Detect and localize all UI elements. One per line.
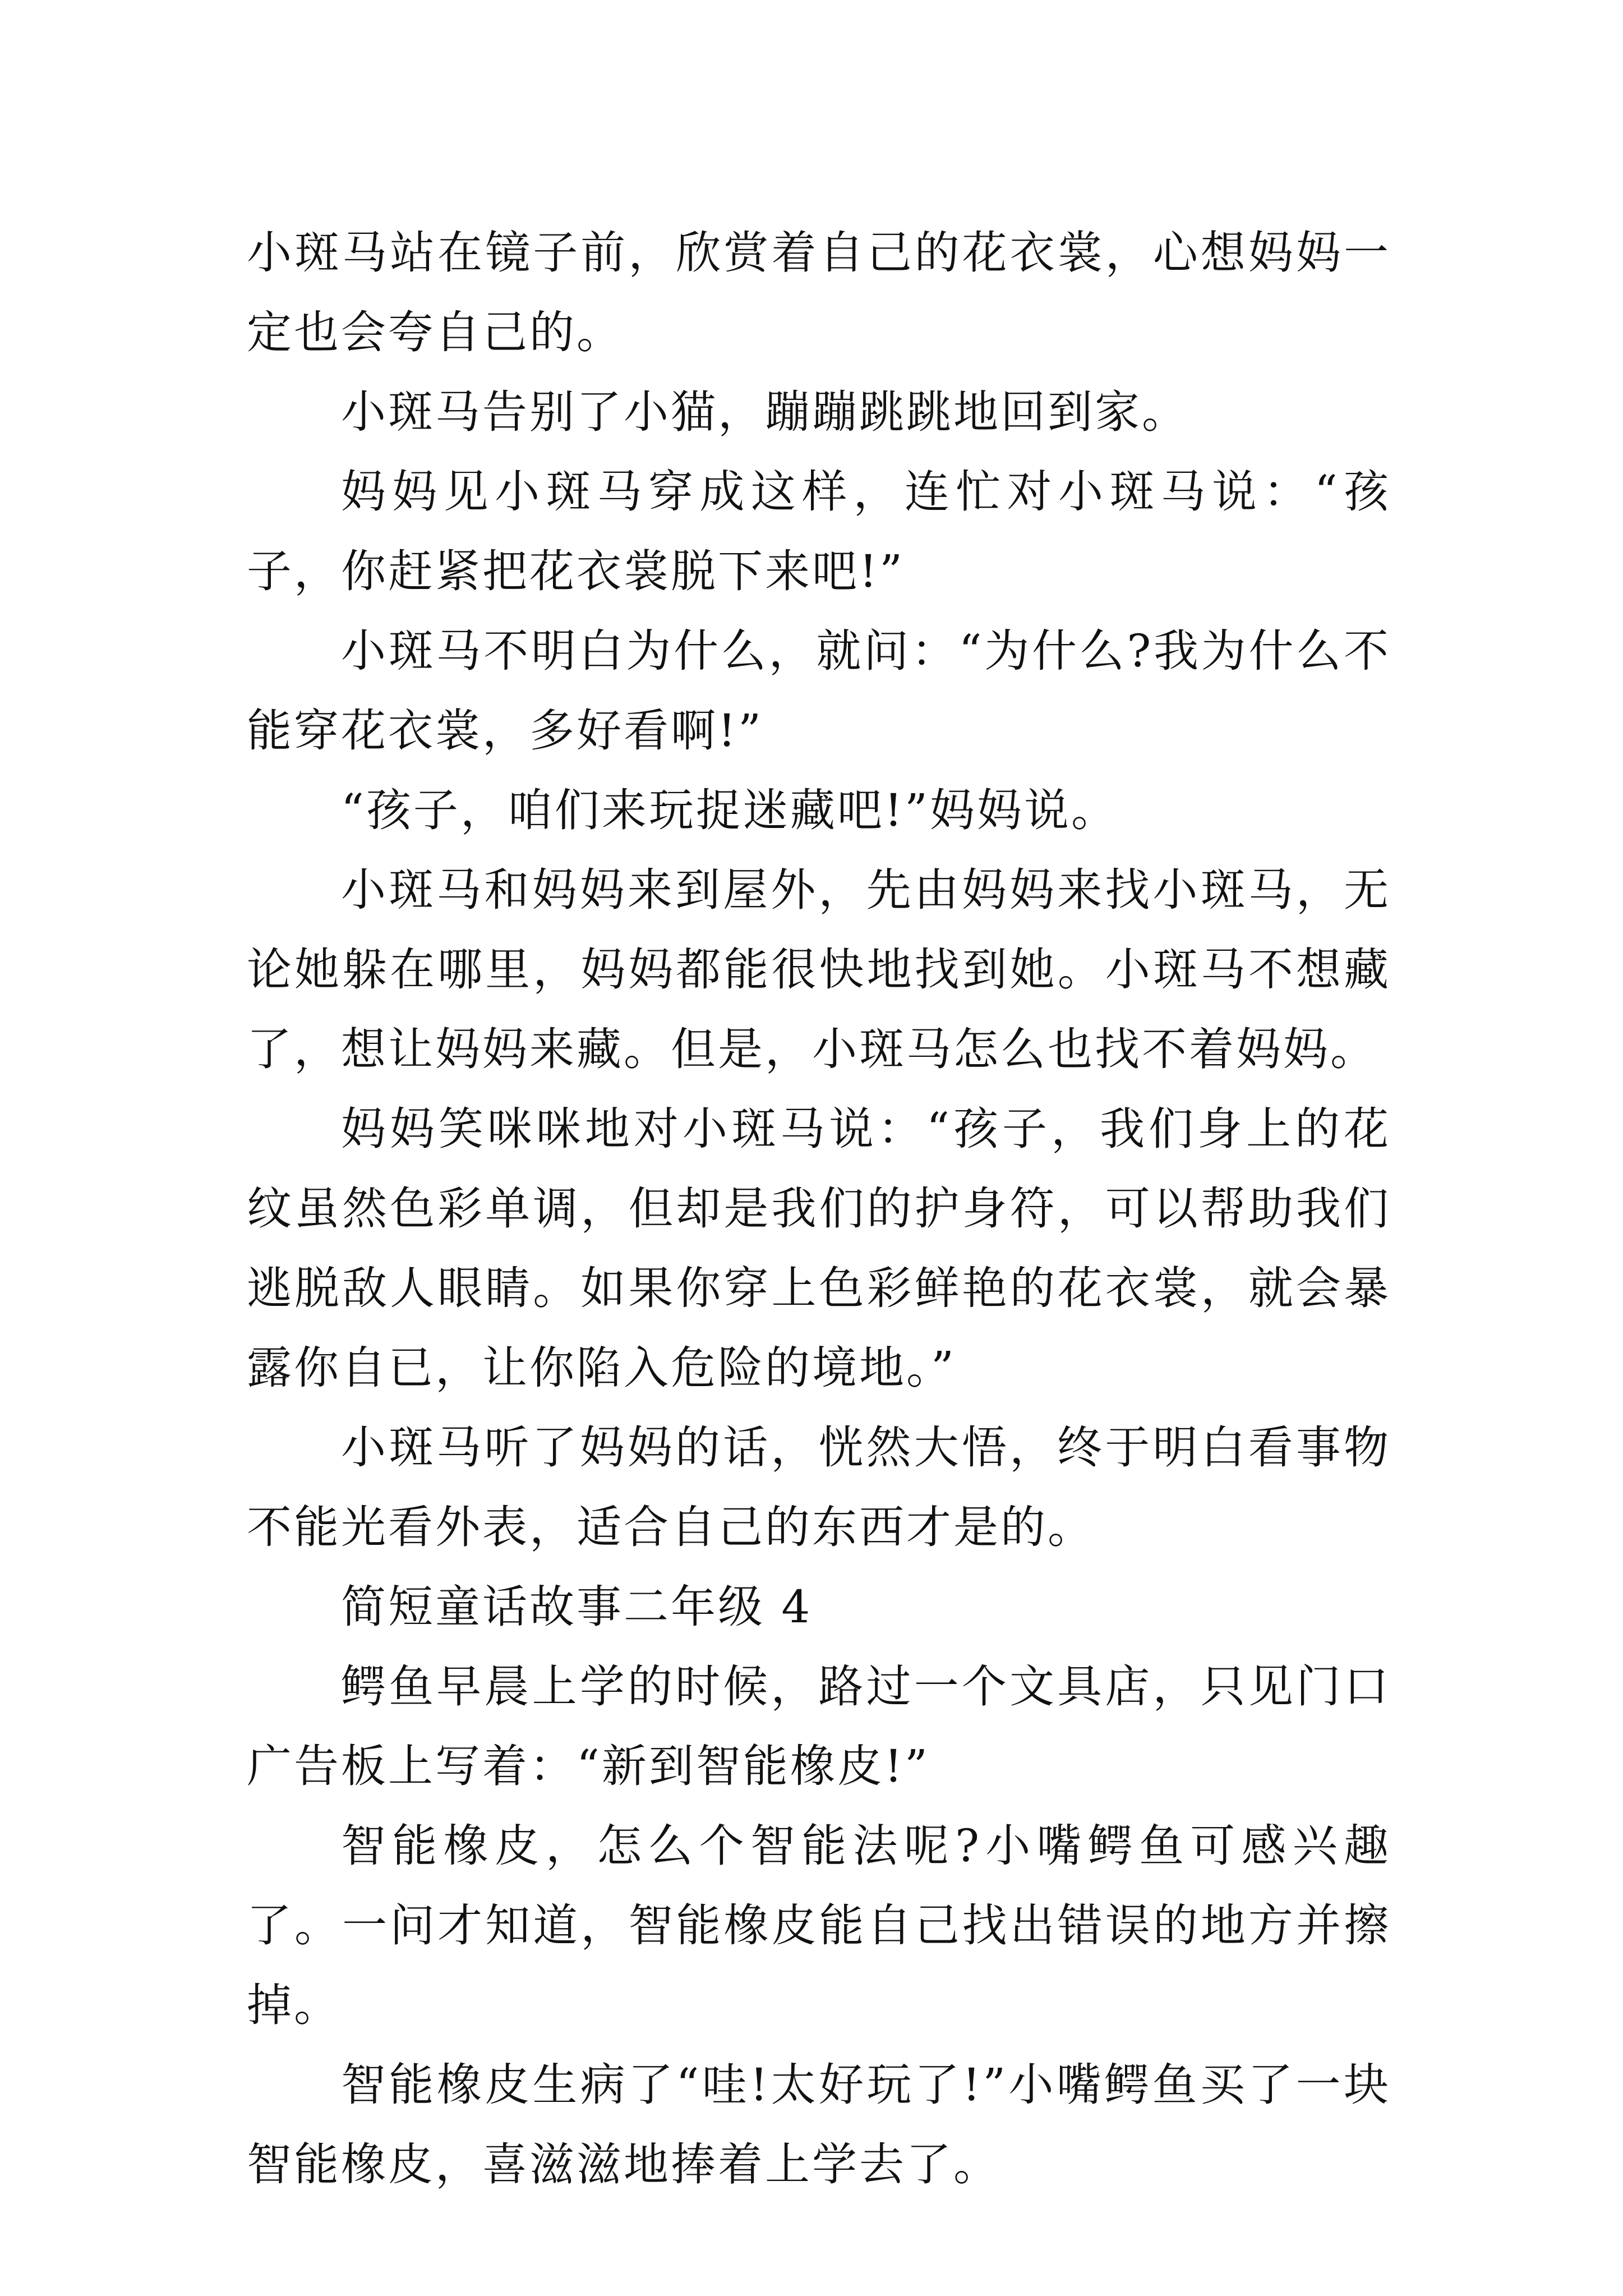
document-body	[247, 213, 1391, 2205]
paragraph: 鳄鱼早晨上学的时候，路过一个文具店，只见门口广告板上写着：“新到智能橡皮!”	[247, 1660, 1391, 1792]
paragraph: 小斑马不明白为什么，就问：“为什么?我为什么不能穿花衣裳，多好看啊!”	[247, 625, 1391, 757]
paragraph: 小斑马听了妈妈的话，恍然大悟，终于明白看事物不能光看外表，适合自己的东西才是的。	[247, 1421, 1391, 1553]
paragraph: 智能橡皮生病了“哇!太好玩了!”小嘴鳄鱼买了一块智能橡皮，喜滋滋地捧着上学去了。	[247, 2059, 1391, 2191]
paragraph: 小斑马告别了小猫，蹦蹦跳跳地回到家。	[341, 386, 1189, 438]
paragraph: 智能橡皮，怎么个智能法呢?小嘴鳄鱼可感兴趣了。一问才知道，智能橡皮能自己找出错误的地方并擦掉。	[247, 1820, 1391, 2031]
paragraph: 小斑马站在镜子前，欣赏着自己的花衣裳，心想妈妈一定也会夸自己的。	[247, 227, 1391, 358]
section-heading: 简短童话故事二年级 4	[341, 1581, 813, 1633]
paragraph: 妈妈笑咪咪地对小斑马说：“孩子，我们身上的花纹虽然色彩单调，但却是我们的护身符，可以帮助我们逃脱敌人眼睛。如果你穿上色彩鲜艳的花衣裳，就会暴露你自已，让你陷入危险的境地。”	[247, 1103, 1391, 1394]
paragraph: 妈妈见小斑马穿成这样，连忙对小斑马说：“孩子，你赶紧把花衣裳脱下来吧!”	[247, 466, 1391, 597]
paragraph: “孩子，咱们来玩捉迷藏吧!”妈妈说。	[341, 784, 1118, 836]
paragraph: 小斑马和妈妈来到屋外，先由妈妈来找小斑马，无论她躲在哪里，妈妈都能很快地找到她。小斑马不想藏了，想让妈妈来藏。但是，小斑马怎么也找不着妈妈。	[247, 864, 1391, 1075]
